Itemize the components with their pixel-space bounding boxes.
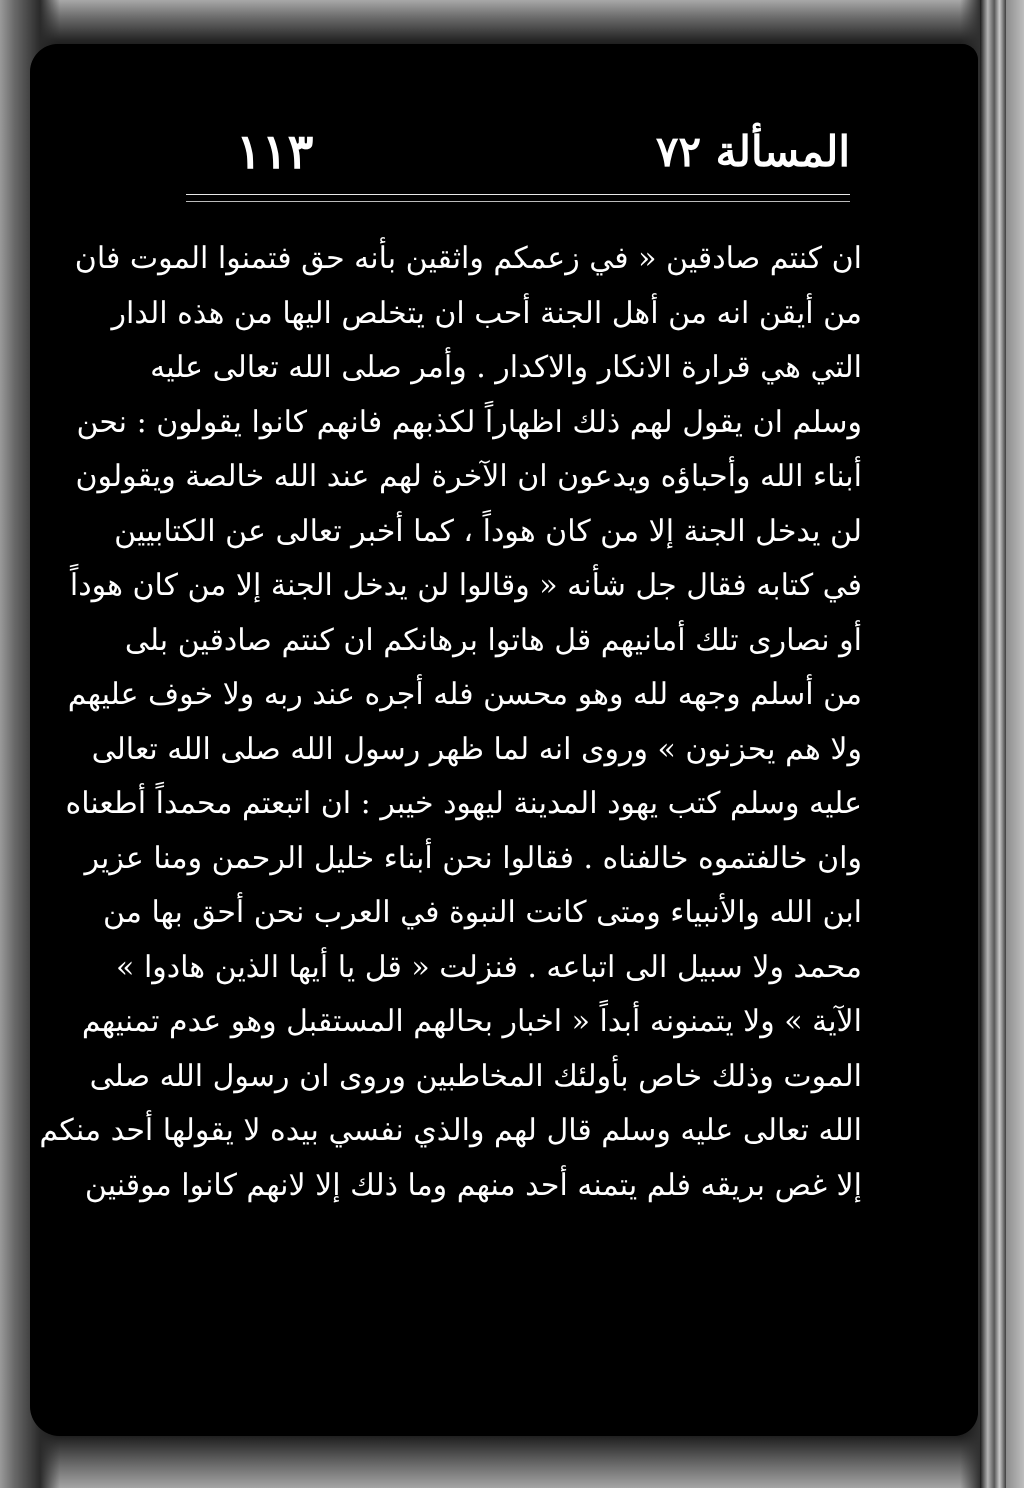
- text-line: ابن الله والأنبياء ومتى كانت النبوة في العرب نحن أحق بها من: [103, 895, 862, 930]
- text-line: محمد ولا سبيل الى اتباعه . فنزلت « قل يا أيها الذين هادوا »: [116, 949, 862, 985]
- text-line: ان كنتم صادقين « في زعمكم واثقين بأنه حق فتمنوا الموت فان: [74, 241, 862, 276]
- text-line: أبناء الله وأحباؤه ويدعون ان الآخرة لهم عند الله خالصة ويقولون: [75, 459, 862, 494]
- text-line: ولا هم يحزنون » وروى انه لما ظهر رسول الله صلى الله تعالى: [91, 731, 862, 767]
- text-line: التي هي قرارة الانكار والاكدار . وأمر صلى الله تعالى عليه: [150, 350, 862, 385]
- chapter-title: المسألة ٧٢: [655, 127, 850, 176]
- page-number: ١١٣: [236, 124, 314, 180]
- header-rule-secondary: [186, 201, 850, 202]
- text-line: من أسلم وجهه لله وهو محسن فله أجره عند ربه ولا خوف عليهم: [67, 677, 862, 712]
- text-line: لن يدخل الجنة إلا من كان هوداً ، كما أخبر تعالى عن الكتابيين: [114, 513, 862, 549]
- text-line: أو نصارى تلك أمانيهم قل هاتوا برهانكم ان كنتم صادقين بلى: [124, 622, 862, 658]
- text-line: من أيقن انه من أهل الجنة أحب ان يتخلص اليها من هذه الدار: [111, 295, 862, 331]
- header-rule: [186, 194, 850, 195]
- text-line: إلا غص بريقه فلم يتمنه أحد منهم وما ذلك إلا لانهم كانوا موقنين: [84, 1167, 862, 1203]
- body-text: [39, 232, 862, 1213]
- text-line: وان خالفتموه خالفناه . فقالوا نحن أبناء خليل الرحمن ومنا عزير: [84, 840, 862, 876]
- text-line: الموت وذلك خاص بأولئك المخاطبين وروى ان رسول الله صلى: [89, 1058, 862, 1094]
- text-line: عليه وسلم كتب يهود المدينة ليهود خيبر : ان اتبعتم محمداً أطعناه: [65, 786, 862, 821]
- text-line: الله تعالى عليه وسلم قال لهم والذي نفسي بيده لا يقولها أحد منكم: [39, 1113, 862, 1148]
- text-line: الآية » ولا يتمنونه أبداً « اخبار بحالهم المستقبل وهو عدم تمنيهم: [81, 1004, 862, 1039]
- page-header: [186, 120, 850, 184]
- text-line: وسلم ان يقول لهم ذلك اظهاراً لكذبهم فانهم كانوا يقولون : نحن: [76, 404, 862, 440]
- book-spine-edge: [980, 0, 1006, 1488]
- text-line: في كتابه فقال جل شأنه « وقالوا لن يدخل الجنة إلا من كان هوداً: [69, 568, 862, 603]
